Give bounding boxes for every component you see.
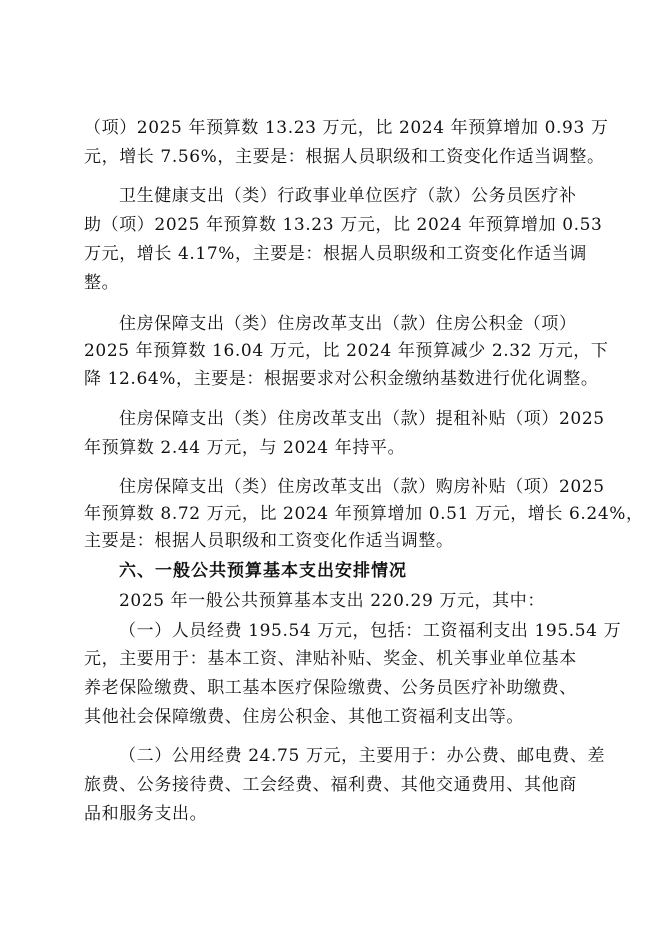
paragraph-line: 住房保障支出（类）住房改革支出（款）购房补贴（项）2025 [119, 477, 605, 497]
paragraph-line: 元，增长 7.56%，主要是：根据人员职级和工资变化作适当调整。 [84, 147, 605, 167]
paragraph-line: 2025 年一般公共预算基本支出 220.29 万元，其中： [119, 591, 545, 611]
paragraph-line: 卫生健康支出（类）行政事业单位医疗（款）公务员医疗补 [119, 186, 577, 206]
paragraph-line: （项）2025 年预算数 13.23 万元，比 2024 年预算增加 0.93 万 [84, 118, 609, 138]
paragraph-line: 整。 [84, 273, 120, 293]
paragraph-line: 年预算数 8.72 万元，比 2024 年预算增加 0.51 万元，增长 6.24%， [84, 504, 644, 524]
paragraph-line: 主要是：根据人员职级和工资变化作适当调整。 [84, 531, 454, 551]
paragraph-line: 助（项）2025 年预算数 13.23 万元，比 2024 年预算增加 0.53 [84, 215, 603, 235]
paragraph-line: （二）公用经费 24.75 万元，主要用于：办公费、邮电费、差 [119, 746, 606, 766]
paragraph-line: 住房保障支出（类）住房改革支出（款）提租补贴（项）2025 [119, 409, 605, 429]
paragraph-line: 品和服务支出。 [84, 804, 208, 824]
section-heading: 六、一般公共预算基本支出安排情况 [119, 561, 407, 581]
paragraph-line: 元，主要用于：基本工资、津贴补贴、奖金、机关事业单位基本 [84, 649, 577, 669]
paragraph-line: 住房保障支出（类）住房改革支出（款）住房公积金（项） [119, 314, 577, 334]
paragraph-line: 其他社会保障缴费、住房公积金、其他工资福利支出等。 [84, 707, 524, 727]
paragraph-line: 养老保险缴费、职工基本医疗保险缴费、公务员医疗补助缴费、 [84, 678, 577, 698]
paragraph-line: 年预算数 2.44 万元，与 2024 年持平。 [84, 438, 406, 458]
paragraph-line: 降 12.64%，主要是：根据要求对公积金缴纳基数进行优化调整。 [84, 369, 599, 389]
paragraph-line: 旅费、公务接待费、工会经费、福利费、其他交通费用、其他商 [84, 775, 577, 795]
paragraph-line: （一）人员经费 195.54 万元，包括：工资福利支出 195.54 万 [119, 621, 622, 641]
paragraph-line: 2025 年预算数 16.04 万元，比 2024 年预算减少 2.32 万元，下 [84, 341, 609, 361]
paragraph-line: 万元，增长 4.17%，主要是：根据人员职级和工资变化作适当调 [84, 244, 588, 264]
